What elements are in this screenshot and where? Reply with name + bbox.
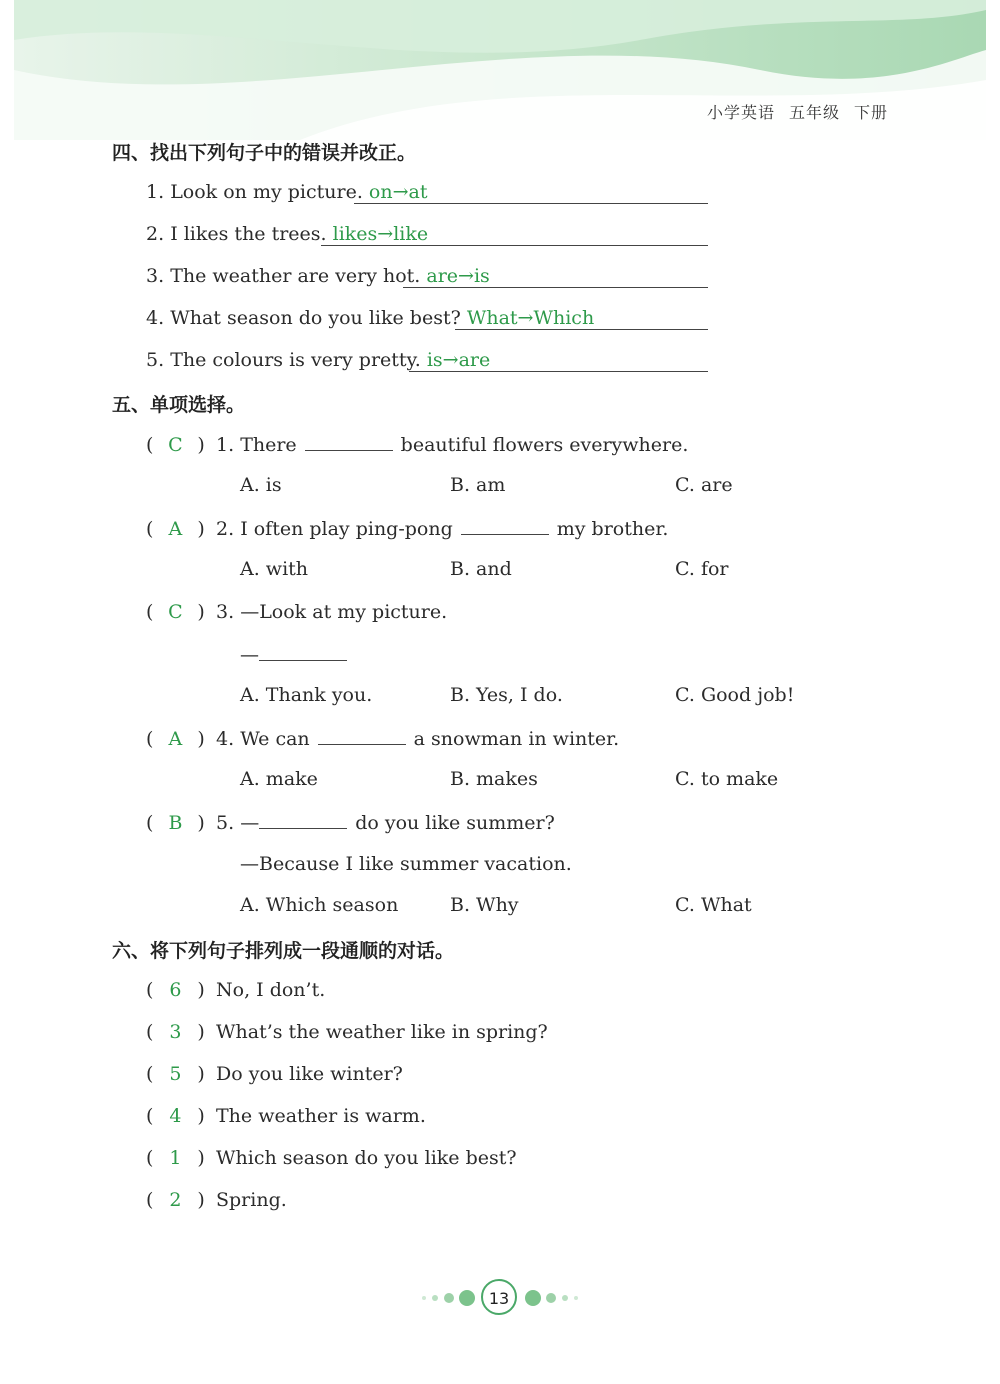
order-number: 2 <box>169 1189 182 1211</box>
blank-line <box>259 642 347 661</box>
section-4-item-5: 5. The colours is very pretty. is→are <box>146 349 491 371</box>
option-a: A. Thank you. <box>240 684 373 706</box>
answer-line <box>321 245 708 246</box>
question-4: ( A ) 4. We can a snowman in winter. <box>146 728 620 750</box>
blank-line <box>259 810 347 829</box>
option-a: A. is <box>240 474 282 496</box>
dialogue-line: ( 6 ) No, I don’t. <box>146 979 326 1001</box>
dialogue-line: ( 5 ) Do you like winter? <box>146 1063 403 1085</box>
section-4-item-2: 2. I likes the trees. likes→like <box>146 223 429 245</box>
option-b: B. Yes, I do. <box>450 684 563 706</box>
section-5-title: 五、单项选择。 <box>112 394 246 416</box>
answer-choice: A <box>168 728 183 750</box>
page-number: 13 <box>481 1279 517 1315</box>
dialogue-line: ( 1 ) Which season do you like best? <box>146 1147 517 1169</box>
term-label: 下册 <box>853 103 888 122</box>
option-a: A. with <box>240 558 309 580</box>
blank-line <box>305 432 393 451</box>
question-3: ( C ) 3. —Look at my picture. <box>146 601 448 623</box>
answer-line <box>403 287 708 288</box>
answer-choice: A <box>168 518 183 540</box>
order-number: 4 <box>169 1105 182 1127</box>
answer-text: on→at <box>368 181 428 203</box>
header-subject <box>693 100 888 123</box>
answer-choice: B <box>168 812 183 834</box>
option-a: A. Which season <box>240 894 399 916</box>
option-c: C. for <box>675 558 729 580</box>
option-c: C. to make <box>675 768 779 790</box>
subject-label: 小学英语 <box>706 103 775 122</box>
section-6-title: 六、将下列句子排列成一段通顺的对话。 <box>112 940 455 962</box>
option-c: C. are <box>675 474 733 496</box>
grade-label: 五年级 <box>788 103 840 122</box>
dialogue-line: ( 3 ) What’s the weather like in spring? <box>146 1021 548 1043</box>
order-number: 3 <box>169 1021 182 1043</box>
answer-choice: C <box>168 434 183 456</box>
answer-line <box>455 329 708 330</box>
option-c: C. Good job! <box>675 684 795 706</box>
question-1: ( C ) 1. There beautiful flowers everywhere. <box>146 434 689 456</box>
blank-line <box>318 726 406 745</box>
option-b: B. am <box>450 474 506 496</box>
order-number: 6 <box>169 979 182 1001</box>
answer-choice: C <box>168 601 183 623</box>
order-number: 1 <box>169 1147 182 1169</box>
option-b: B. Why <box>450 894 519 916</box>
dialogue-line: ( 2 ) Spring. <box>146 1189 287 1211</box>
answer-text: is→are <box>426 349 491 371</box>
dialogue-line: ( 4 ) The weather is warm. <box>146 1105 426 1127</box>
section-4-item-1: 1. Look on my picture. on→at <box>146 181 428 203</box>
option-b: B. makes <box>450 768 538 790</box>
order-number: 5 <box>169 1063 182 1085</box>
answer-line <box>409 371 708 372</box>
section-4-item-3: 3. The weather are very hot. are→is <box>146 265 490 287</box>
section-4-title: 四、找出下列句子中的错误并改正。 <box>112 142 417 164</box>
option-a: A. make <box>240 768 318 790</box>
question-2: ( A ) 2. I often play ping-pong my brother. <box>146 518 669 540</box>
answer-text: likes→like <box>332 223 429 245</box>
question-5: ( B ) 5. — do you like summer? <box>146 812 555 834</box>
question-3-response: — <box>240 642 355 667</box>
section-4-item-4: 4. What season do you like best? What→Which <box>146 307 595 329</box>
option-c: C. What <box>675 894 752 916</box>
answer-text: What→Which <box>466 307 595 329</box>
question-5-response: —Because I like summer vacation. <box>240 853 572 875</box>
answer-line <box>354 203 708 204</box>
answer-text: are→is <box>426 265 490 287</box>
blank-line <box>461 516 549 535</box>
option-b: B. and <box>450 558 512 580</box>
